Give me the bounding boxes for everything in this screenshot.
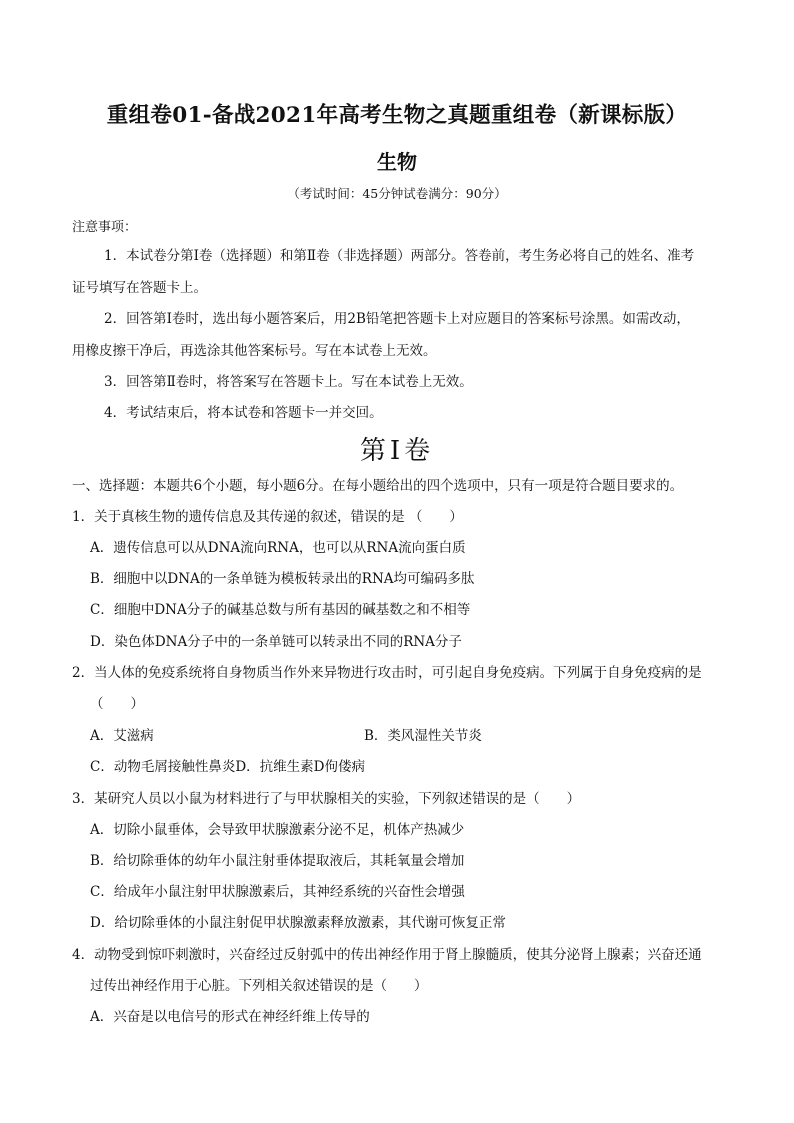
question-2-option-b: B．类风湿性关节炎 [364, 728, 482, 744]
question-4-stem-line-1: 4．动物受到惊吓刺激时，兴奋经过反射弧中的传出神经作用于肾上腺髓质，使其分泌肾上腺素；兴奋还通 [72, 947, 702, 963]
page-title: 重组卷01-备战2021年高考生物之真题重组卷（新课标版） [106, 103, 688, 128]
question-2-option-a: A．艾滋病 [90, 728, 154, 744]
question-1-option-c: C．细胞中DNA分子的碱基总数与所有基因的碱基数之和不相等 [90, 602, 471, 618]
notice-heading: 注意事项： [72, 220, 138, 235]
question-1-option-d: D．染色体DNA分子中的一条单链可以转录出不同的RNA分子 [90, 634, 462, 650]
subject-heading: 生物 [377, 150, 417, 174]
question-3-stem: 3．某研究人员以小鼠为材料进行了与甲状腺相关的实验，下列叙述错误的是（ ） [72, 791, 581, 807]
question-3-option-a: A．切除小鼠垂体，会导致甲状腺激素分泌不足，机体产热减少 [90, 822, 465, 838]
part-heading: 第Ⅰ卷 [359, 436, 435, 466]
question-4-option-a: A．兴奋是以电信号的形式在神经纤维上传导的 [90, 1009, 370, 1025]
question-4-stem-line-2: 过传出神经作用于心脏。下列相关叙述错误的是（ ） [90, 978, 428, 994]
notice-item-1-line-2: 证号填写在答题卡上。 [72, 280, 207, 296]
question-1-stem: 1．关于真核生物的遗传信息及其传递的叙述，错误的是 （ ） [72, 509, 463, 525]
exam-info: （考试时间：45分钟试卷满分：90分） [287, 186, 507, 201]
question-3-option-d: D．给切除垂体的小鼠注射促甲状腺激素释放激素，其代谢可恢复正常 [90, 915, 506, 931]
section-intro: 一、选择题：本题共6个小题，每小题6分。在每小题给出的四个选项中，只有一项是符合题目要求的。 [72, 478, 684, 494]
question-3-option-b: B．给切除垂体的幼年小鼠注射垂体提取液后，其耗氧量会增加 [90, 853, 465, 869]
question-2-stem-line-2: （ ） [90, 696, 144, 712]
question-1-option-b: B．细胞中以DNA的一条单链为模板转录出的RNA均可编码多肽 [90, 571, 475, 587]
question-2-options-c-d: C．动物毛屑接触性鼻炎D．抗维生素D佝偻病 [90, 759, 365, 775]
question-1-option-a: A．遗传信息可以从DNA流向RNA，也可以从RNA流向蛋白质 [90, 540, 466, 556]
notice-item-3: 3．回答第Ⅱ卷时，将答案写在答题卡上。写在本试卷上无效。 [104, 374, 473, 390]
notice-item-2-line-1: 2．回答第Ⅰ卷时，选出每小题答案后，用2B铅笔把答题卡上对应题目的答案标号涂黑。如需改动， [104, 311, 690, 327]
notice-item-1-line-1: 1．本试卷分第Ⅰ卷（选择题）和第Ⅱ卷（非选择题）两部分。答卷前，考生务必将自己的姓名、准考 [104, 248, 695, 264]
notice-item-4: 4．考试结束后，将本试卷和答题卡一并交回。 [104, 405, 383, 421]
question-3-option-c: C．给成年小鼠注射甲状腺激素后，其神经系统的兴奋性会增强 [90, 884, 465, 900]
question-2-stem-line-1: 2．当人体的免疫系统将自身物质当作外来异物进行攻击时，可引起自身免疫病。下列属于自身免疫病的是 [72, 665, 702, 681]
notice-item-2-line-2: 用橡皮擦干净后，再选涂其他答案标号。写在本试卷上无效。 [72, 343, 437, 359]
